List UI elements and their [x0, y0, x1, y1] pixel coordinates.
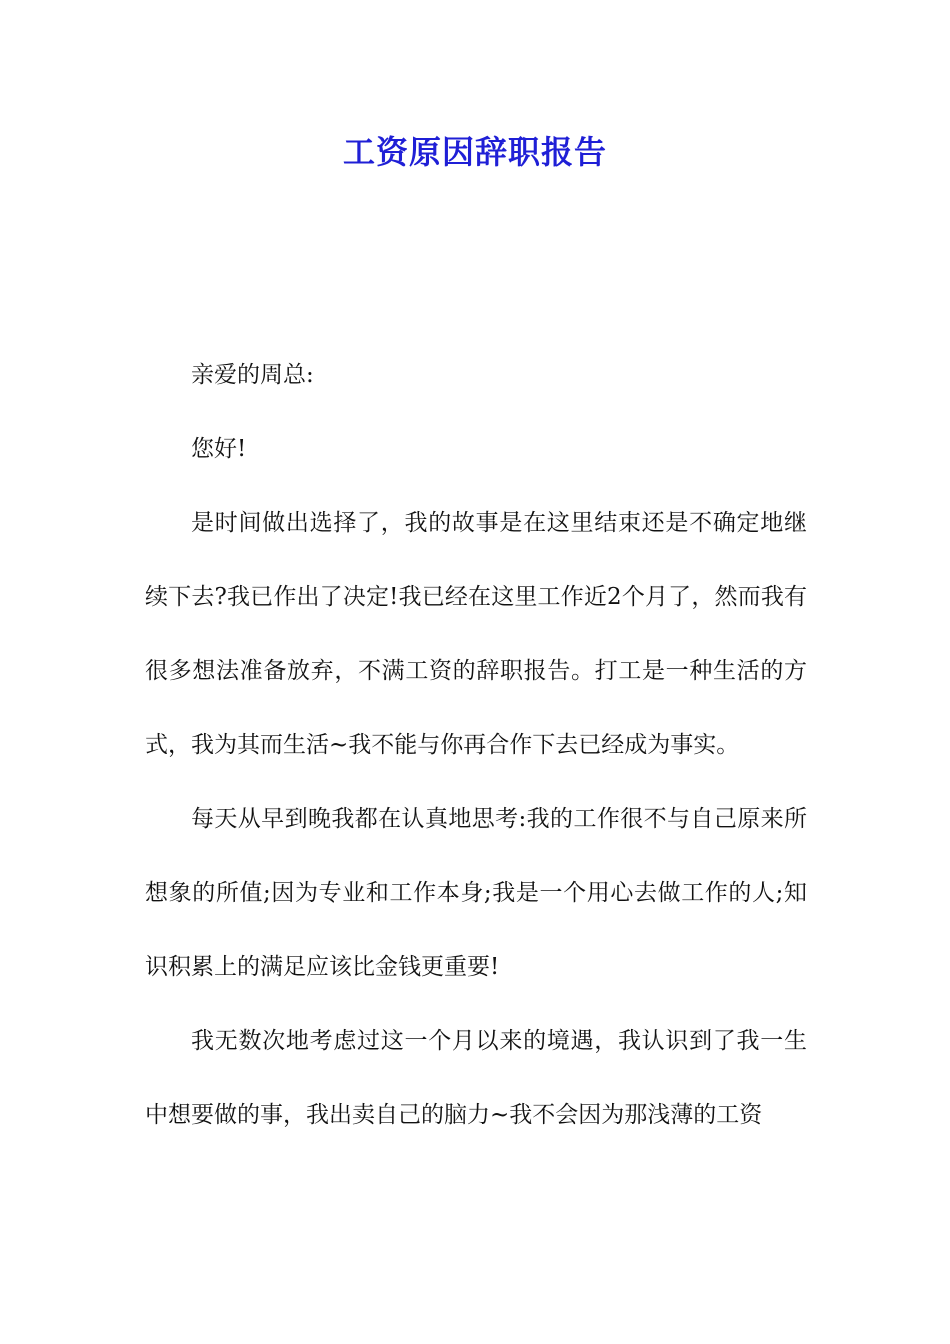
salutation: 亲爱的周总:	[191, 362, 314, 388]
document-title: 工资原因辞职报告	[342, 133, 607, 171]
greeting: 您好!	[191, 436, 247, 462]
document-body	[145, 338, 807, 1152]
paragraph-3: 我无数次地考虑过这一个月以来的境遇，我认识到了我一生中想要做的事，我出卖自己的脑力~我不会因为那浅薄的工资	[145, 1028, 807, 1128]
paragraph-1: 是时间做出选择了，我的故事是在这里结束还是不确定地继续下去?我已作出了决定!我已经在这里工作近2个月了，然而我有很多想法准备放弃，不满工资的辞职报告。打工是一种生活的方式，我为其而生活~我不能与你再合作下去已经成为事实。	[145, 510, 807, 758]
paragraph-2: 每天从早到晚我都在认真地思考:我的工作很不与自己原来所想象的所值;因为专业和工作本身;我是一个用心去做工作的人;知识积累上的满足应该比金钱更重要!	[145, 806, 807, 980]
